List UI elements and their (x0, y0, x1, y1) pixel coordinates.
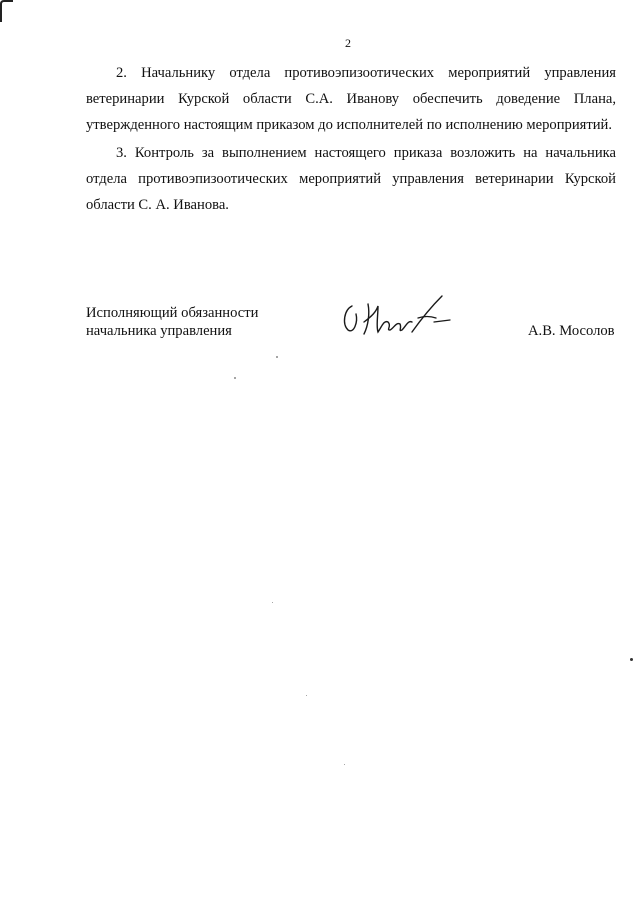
signatory-title-line1: Исполняющий обязанности (86, 305, 259, 321)
scan-corner-mark (0, 0, 14, 22)
signatory-title (86, 304, 346, 340)
handwritten-signature (338, 292, 458, 342)
scan-speck (344, 764, 345, 765)
paragraph-3: 3. Контроль за выполнением настоящего приказа возложить на начальника отдела противоэпизоотических мероприятий управления ветеринарии Курской области С. А. Иванова. (86, 145, 616, 213)
paragraph-2: 2. Начальнику отдела противоэпизоотических мероприятий управления ветеринарии Курской области С.А. Иванову обеспечить доведение Плана, утвержденного настоящим приказом до исполнителей по исполнению мероприятий. (86, 65, 616, 133)
page-number: 2 (345, 36, 351, 50)
scan-speck (276, 356, 278, 358)
scan-speck (630, 658, 633, 661)
scan-speck (272, 602, 273, 603)
scan-speck (306, 695, 307, 696)
document-body (86, 60, 616, 220)
signatory-title-line2: начальника управления (86, 323, 232, 339)
scan-speck (234, 377, 236, 379)
signatory-name: А.В. Мосолов (528, 323, 615, 339)
